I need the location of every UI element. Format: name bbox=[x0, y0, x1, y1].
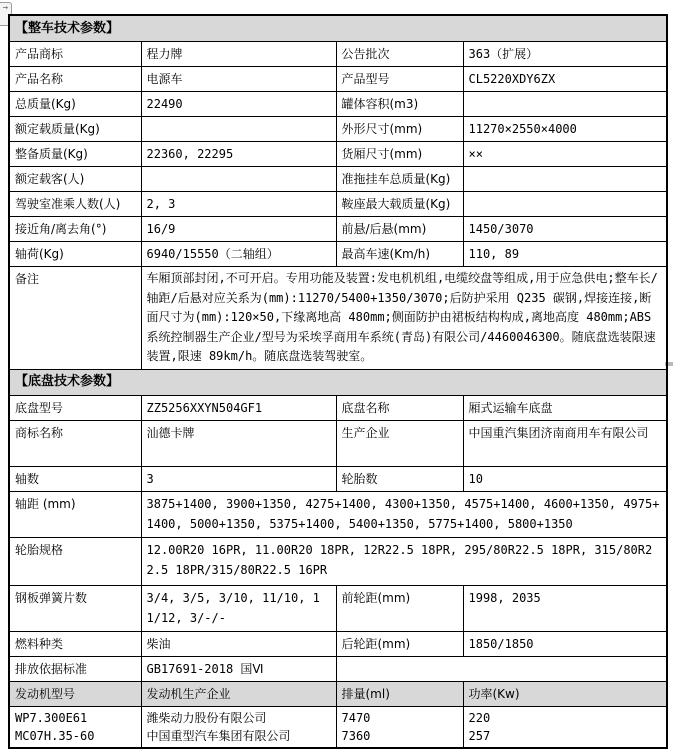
param-value: 1998, 2035 bbox=[463, 585, 667, 631]
param-value: GB17691-2018 国Ⅵ bbox=[141, 656, 336, 681]
param-label: 后轮距(mm) bbox=[336, 631, 463, 656]
section-header-chassis: 【底盘技术参数】 bbox=[9, 369, 667, 395]
table-row bbox=[9, 631, 667, 656]
arrow-icon: → bbox=[2, 3, 9, 13]
param-value bbox=[463, 167, 667, 192]
param-value: 3875+1400, 3900+1350, 4275+1400, 4300+1350, 4575+1400, 4600+1350, 4975+1400, 5000+1350, 5375+1400, 5400+1350, 5775+1400, 5800+1350 bbox=[141, 491, 667, 537]
param-label: 接近角/离去角(°) bbox=[9, 217, 141, 242]
param-label: 底盘型号 bbox=[9, 395, 141, 420]
param-label: 产品型号 bbox=[336, 67, 463, 92]
engine-col-header: 功率(Kw) bbox=[463, 681, 667, 706]
param-value: 2, 3 bbox=[141, 192, 336, 217]
param-value: 11270×2550×4000 bbox=[463, 117, 667, 142]
param-label: 货厢尺寸(mm) bbox=[336, 142, 463, 167]
param-label: 生产企业 bbox=[336, 420, 463, 466]
table-row bbox=[9, 67, 667, 92]
param-value: 22490 bbox=[141, 92, 336, 117]
param-label: 整备质量(Kg) bbox=[9, 142, 141, 167]
table-row bbox=[9, 192, 667, 217]
param-label: 底盘名称 bbox=[336, 395, 463, 420]
engine-manufacturer-cell bbox=[141, 706, 336, 748]
table-row bbox=[9, 217, 667, 242]
engine-displacement-cell bbox=[336, 706, 463, 748]
engine-power: 220 bbox=[468, 710, 491, 725]
param-value: 电源车 bbox=[141, 67, 336, 92]
param-value: 110, 89 bbox=[463, 242, 667, 267]
param-value: 3/4, 3/5, 3/10, 11/10, 11/12, 3/-/- bbox=[141, 585, 336, 631]
param-value: 汕德卡牌 bbox=[141, 420, 336, 466]
param-label: 产品名称 bbox=[9, 67, 141, 92]
empty-cell bbox=[336, 656, 667, 681]
param-value: 22360, 22295 bbox=[141, 142, 336, 167]
table-row bbox=[9, 117, 667, 142]
param-value bbox=[463, 192, 667, 217]
engine-model: WP7.300E61 bbox=[15, 710, 88, 725]
param-value: 1850/1850 bbox=[463, 631, 667, 656]
param-label: 排放依据标准 bbox=[9, 656, 141, 681]
engine-power: 257 bbox=[468, 728, 491, 743]
table-row bbox=[9, 92, 667, 117]
param-label: 轮胎数 bbox=[336, 466, 463, 491]
param-label: 前悬/后悬(mm) bbox=[336, 217, 463, 242]
engine-power-cell bbox=[463, 706, 667, 748]
spec-table bbox=[8, 14, 668, 749]
param-value: 3 bbox=[141, 466, 336, 491]
param-label: 公告批次 bbox=[336, 42, 463, 67]
param-value bbox=[463, 92, 667, 117]
param-value: 柴油 bbox=[141, 631, 336, 656]
engine-model: MC07H.35-60 bbox=[15, 728, 95, 743]
param-label: 总质量(Kg) bbox=[9, 92, 141, 117]
param-label: 钢板弹簧片数 bbox=[9, 585, 141, 631]
param-value: CL5220XDY6ZX bbox=[463, 67, 667, 92]
param-value: 程力牌 bbox=[141, 42, 336, 67]
param-value: 16/9 bbox=[141, 217, 336, 242]
param-label: 前轮距(mm) bbox=[336, 585, 463, 631]
table-row bbox=[9, 466, 667, 491]
param-label: 额定载客(人) bbox=[9, 167, 141, 192]
param-value: 10 bbox=[463, 466, 667, 491]
param-value: ×× bbox=[463, 142, 667, 167]
param-value: 中国重汽集团济南商用车有限公司 bbox=[463, 420, 667, 466]
param-label: 罐体容积(m3) bbox=[336, 92, 463, 117]
param-label: 轴荷(Kg) bbox=[9, 242, 141, 267]
table-row bbox=[9, 420, 667, 466]
table-row bbox=[9, 142, 667, 167]
engine-manufacturer: 潍柴动力股份有限公司 bbox=[146, 710, 267, 725]
param-value: 1450/3070 bbox=[463, 217, 667, 242]
remark-label: 备注 bbox=[9, 267, 141, 370]
engine-col-header: 排量(ml) bbox=[336, 681, 463, 706]
section-header-vehicle: 【整车技术参数】 bbox=[9, 15, 667, 42]
engine-displacement: 7360 bbox=[341, 728, 371, 743]
param-label: 轴数 bbox=[9, 466, 141, 491]
engine-data-row bbox=[9, 706, 667, 748]
wheelbase-row bbox=[9, 491, 667, 537]
emission-row bbox=[9, 656, 667, 681]
engine-manufacturer: 中国重型汽车集团有限公司 bbox=[146, 728, 291, 743]
param-value: ZZ5256XXYN504GF1 bbox=[141, 395, 336, 420]
table-row bbox=[9, 395, 667, 420]
engine-header-row bbox=[9, 681, 667, 706]
param-label: 驾驶室准乘人数(人) bbox=[9, 192, 141, 217]
param-label: 准拖挂车总质量(Kg) bbox=[336, 167, 463, 192]
engine-col-header: 发动机型号 bbox=[9, 681, 141, 706]
table-row bbox=[9, 585, 667, 631]
param-label: 最高车速(Km/h) bbox=[336, 242, 463, 267]
param-value: 6940/15550（二轴组） bbox=[141, 242, 336, 267]
remark-row bbox=[9, 267, 667, 370]
param-value bbox=[141, 117, 336, 142]
param-label: 外形尺寸(mm) bbox=[336, 117, 463, 142]
tire-row bbox=[9, 537, 667, 585]
table-row bbox=[9, 167, 667, 192]
param-label: 轴距 (mm) bbox=[9, 491, 141, 537]
engine-displacement: 7470 bbox=[341, 710, 371, 725]
param-value bbox=[141, 167, 336, 192]
table-row bbox=[9, 42, 667, 67]
param-value: 12.00R20 16PR, 11.00R20 18PR, 12R22.5 18PR, 295/80R22.5 18PR, 315/80R22.5 18PR/315/80R22.5 16PR bbox=[141, 537, 667, 585]
param-label: 商标名称 bbox=[9, 420, 141, 466]
param-label: 产品商标 bbox=[9, 42, 141, 67]
table-row bbox=[9, 242, 667, 267]
param-label: 燃料种类 bbox=[9, 631, 141, 656]
param-label: 鞍座最大载质量(Kg) bbox=[336, 192, 463, 217]
remark-text: 车厢顶部封闭,不可开启。专用功能及装置:发电机机组,电缆绞盘等组成,用于应急供电;整车长/轴距/后悬对应关系为(mm):11270/5400+1350/3070;后防护采用 Q235 碳钢,焊接连接,断面尺寸为(mm):120×50,下缘离地高 480mm;侧面防护由裙板结构构成,离地高度 480mm;ABS 系统控制器生产企业/型号为采埃孚商用车系统(青岛)有限公司/4460046300。随底盘选装限速装置,限速 89km/h。随底盘选装驾驶室。 bbox=[141, 267, 667, 370]
param-label: 额定载质量(Kg) bbox=[9, 117, 141, 142]
engine-col-header: 发动机生产企业 bbox=[141, 681, 336, 706]
param-value: 厢式运输车底盘 bbox=[463, 395, 667, 420]
param-label: 轮胎规格 bbox=[9, 537, 141, 585]
param-value: 363（扩展） bbox=[463, 42, 667, 67]
engine-model-cell bbox=[9, 706, 141, 748]
